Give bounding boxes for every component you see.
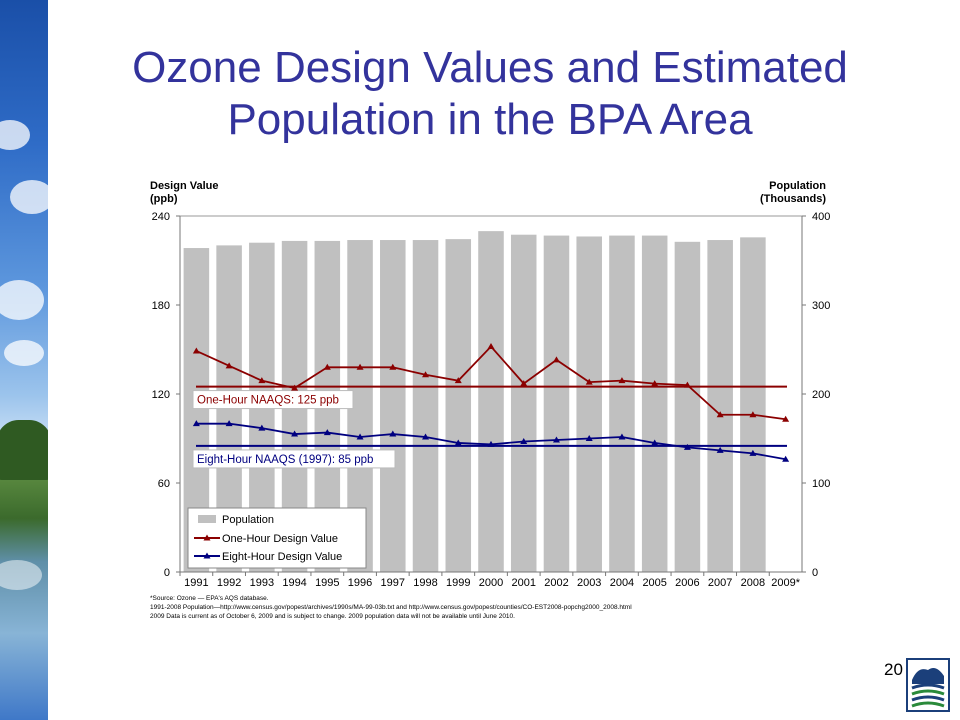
x-tick-label: 1992 bbox=[216, 577, 242, 589]
agency-logo-icon bbox=[906, 658, 950, 712]
footnote: *Source: Ozone — EPA's AQS database. bbox=[150, 595, 269, 602]
x-tick-label: 2004 bbox=[609, 577, 635, 589]
x-tick-label: 2005 bbox=[642, 577, 667, 589]
footnote: 1991-2008 Population—http://www.census.gov/popest/archives/1990s/MA-99-03b.txt and http://www.census.gov/popest/counties/CO-EST2008-popchg2000_2008.html bbox=[150, 604, 632, 611]
x-tick-label: 1999 bbox=[446, 577, 471, 589]
x-tick-label: 2008 bbox=[740, 577, 766, 589]
x-tick-label: 2003 bbox=[576, 577, 602, 589]
right-tick-label: 100 bbox=[812, 478, 831, 490]
right-tick-label: 200 bbox=[812, 389, 831, 401]
right-tick-label: 0 bbox=[812, 567, 819, 579]
footnote: 2009 Data is current as of October 6, 2009 and is subject to change. 2009 population data will not be available until June 2010. bbox=[150, 613, 515, 620]
x-tick-label: 1998 bbox=[413, 577, 438, 589]
bar-population bbox=[576, 236, 602, 572]
left-tick-label: 0 bbox=[163, 567, 170, 579]
bar-population bbox=[642, 236, 668, 572]
bar-population bbox=[478, 231, 504, 572]
page-number: 20 bbox=[884, 660, 903, 679]
x-tick-label: 1994 bbox=[282, 577, 307, 589]
x-tick-label: 2000 bbox=[478, 577, 504, 589]
bar-population bbox=[445, 239, 471, 572]
left-tick-label: 180 bbox=[151, 300, 170, 312]
x-tick-label: 1996 bbox=[347, 577, 373, 589]
bar-population bbox=[380, 240, 406, 572]
left-tick-label: 120 bbox=[151, 389, 170, 401]
x-tick-label: 2009* bbox=[771, 577, 801, 589]
x-tick-label: 1993 bbox=[249, 577, 275, 589]
right-tick-label: 400 bbox=[812, 211, 831, 223]
legend-label: One-Hour Design Value bbox=[222, 533, 338, 545]
left-axis-title: (ppb) bbox=[150, 193, 178, 205]
bar-population bbox=[609, 236, 635, 572]
x-tick-label: 2006 bbox=[675, 577, 700, 589]
right-axis-title: (Thousands) bbox=[760, 193, 826, 205]
right-axis-title: Population bbox=[769, 180, 826, 192]
bar-population bbox=[675, 242, 701, 572]
slide-title-line1: Ozone Design Values and Estimated bbox=[132, 43, 848, 92]
legend-swatch-population bbox=[198, 515, 216, 523]
right-tick-label: 300 bbox=[812, 300, 831, 312]
legend-label: Population bbox=[222, 514, 274, 526]
x-tick-label: 2001 bbox=[511, 577, 536, 589]
bar-population bbox=[511, 235, 537, 572]
x-tick-label: 1991 bbox=[184, 577, 209, 589]
x-tick-label: 1997 bbox=[380, 577, 406, 589]
bar-population bbox=[544, 236, 570, 572]
x-tick-label: 1995 bbox=[315, 577, 340, 589]
bar-population bbox=[413, 240, 439, 572]
left-tick-label: 240 bbox=[151, 211, 170, 223]
slide-title-line2: Population in the BPA Area bbox=[227, 95, 753, 144]
reference-label: Eight-Hour NAAQS (1997): 85 ppb bbox=[197, 453, 374, 466]
bar-population bbox=[740, 237, 766, 572]
x-tick-label: 2007 bbox=[707, 577, 733, 589]
legend-label: Eight-Hour Design Value bbox=[222, 551, 343, 563]
left-tick-label: 60 bbox=[157, 478, 170, 490]
reference-label: One-Hour NAAQS: 125 ppb bbox=[197, 394, 339, 407]
left-axis-title: Design Value bbox=[150, 180, 219, 192]
x-tick-label: 2002 bbox=[544, 577, 569, 589]
